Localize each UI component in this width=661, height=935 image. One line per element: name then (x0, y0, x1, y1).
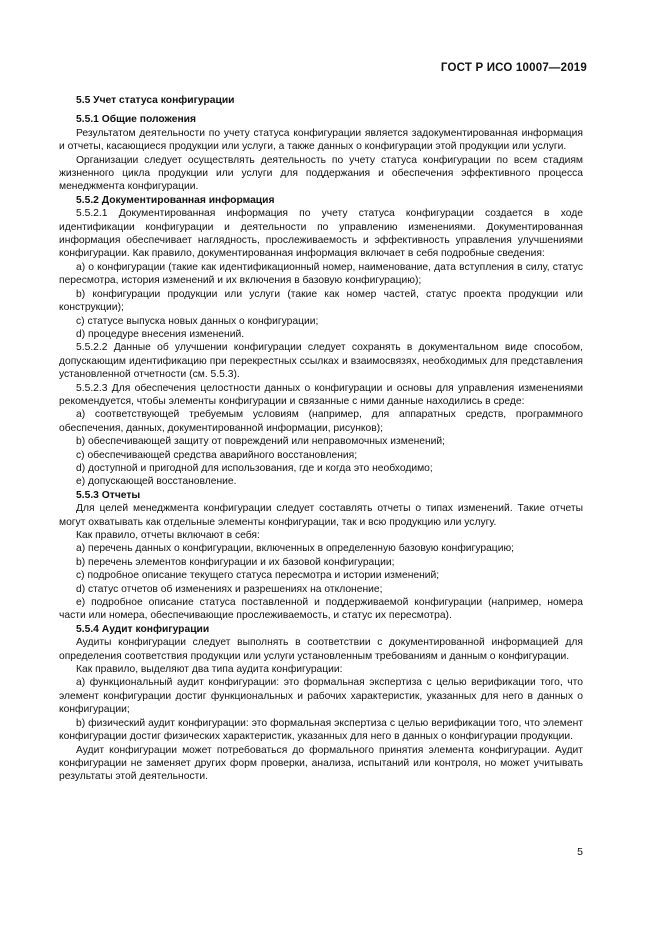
subsection-heading-5-5-2: 5.5.2 Документированная информация (76, 194, 275, 206)
paragraph: Как правило, отчеты включают в себя: (76, 530, 260, 541)
document-header-id: ГОСТ Р ИСО 10007—2019 (440, 62, 587, 74)
subsection-heading-5-5-4: 5.5.4 Аудит конфигурации (76, 623, 210, 635)
list-item: d) доступной и пригодной для использования, где и когда это необходимо; (76, 462, 433, 474)
list-item: а) о конфигурации (такие как идентификационный номер, наименование, дата вступления в силу, статус пересмотра, история изменений и их включения в базовую конфигурацию); (59, 261, 583, 287)
list-item: а) перечень данных о конфигурации, включенных в определенную базовую конфигурацию; (76, 543, 515, 555)
list-item: e) допускающей восстановление. (76, 476, 237, 488)
subsection-heading-5-5-3: 5.5.3 Отчеты (76, 489, 141, 501)
list-item: b) физический аудит конфигурации: это формальная экспертиза с целью верификации того, что элемент конфигурации достиг физических характеристик, указанных для него в данных о конфигурации продукции. (59, 717, 583, 743)
list-item: а) соответствующей требуемым условиям (например, для аппаратных средств, программного обеспечения, данных, документированной информации, рисунков); (59, 409, 583, 434)
list-item: e) подробное описание статуса поставленной и поддерживаемой конфигурации (например, номера части или номера, обеспечивающие прослеживаемость, и статус их пересмотра). (59, 597, 583, 622)
paragraph: 5.5.2.3 Для обеспечения целостности данных о конфигурации и основы для управления изменениями рекомендуется, чтобы элементы конфигурации и связанные с ними данные находились в среде: (59, 382, 583, 407)
list-item: b) перечень элементов конфигурации и их базовой конфигурации; (76, 556, 395, 568)
page-number: 5 (577, 846, 583, 858)
list-item: c) подробное описание текущего статуса пересмотра и истории изменений; (76, 570, 440, 582)
paragraph: Аудиты конфигурации следует выполнять в соответствии с документированной информацией для определения соответствия продукции или услуги установленным требованиям и данным о конфигурации. (59, 637, 583, 662)
list-item: c) обеспечивающей средства аварийного восстановления; (76, 449, 358, 461)
paragraph: 5.5.2.2 Данные об улучшении конфигурации следует сохранять в документальном виде способом, допускающим идентификацию при перекрестных ссылках и взаимосвязях, необходимых для представления установленной отчетности (см. 5.5.3). (59, 342, 583, 381)
list-item: c) статусе выпуска новых данных о конфигурации; (76, 315, 319, 327)
paragraph: Результатом деятельности по учету статуса конфигурации является задокументированная информация и отчеты, касающиеся продукции или услуги, а также данных о конфигурации этой продукции или услуги. (59, 127, 583, 153)
list-item: b) конфигурации продукции или услуги (такие как номер частей, статус проекта продукции или конструкции); (59, 288, 583, 314)
section-heading: 5.5 Учет статуса конфигурации (76, 95, 235, 106)
page-content (59, 94, 583, 784)
subsection-heading-5-5-1: 5.5.1 Общие положения (76, 114, 196, 126)
list-item: d) статус отчетов об изменениях и разрешениях на отклонение; (76, 583, 383, 595)
paragraph: Для целей менеджмента конфигурации следует составлять отчеты о типах изменений. Такие отчеты могут охватывать как отдельные элементы конфигурации, так и всю продукцию или услугу. (59, 503, 583, 528)
list-item: b) обеспечивающей защиту от повреждений или неправомочных изменений; (76, 436, 446, 448)
paragraph: Как правило, выделяют два типа аудита конфигурации: (76, 664, 343, 676)
list-item: а) функциональный аудит конфигурации: это формальная экспертиза с целью верификации того, что элемент конфигурации достиг функциональных и рабочих характеристик, указанных для него в данных о конфигурации; (59, 677, 583, 716)
paragraph: Аудит конфигурации может потребоваться до формального принятия элемента конфигурации. Аудит конфигурации не заменяет других форм проверки, анализа, испытаний или контроля, но может учитывать результаты этой деятельности. (59, 744, 583, 783)
list-item: d) процедуре внесения изменений. (76, 328, 245, 340)
paragraph: 5.5.2.1 Документированная информация по учету статуса конфигурации создается в ходе идентификации конфигурации и деятельности по управлению изменениями. Документированная информация обеспечивает наглядность, прослеживаемость и эффективность управления улучшениями конфигурации. Как правило, документированная информация включает в себя подробные сведения: (59, 208, 583, 260)
paragraph: Организации следует осуществлять деятельность по учету статуса конфигурации по всем стадиям жизненного цикла продукции или услуги для поддержания и обеспечения эффективного процесса менеджмента конфигурации. (59, 154, 583, 193)
